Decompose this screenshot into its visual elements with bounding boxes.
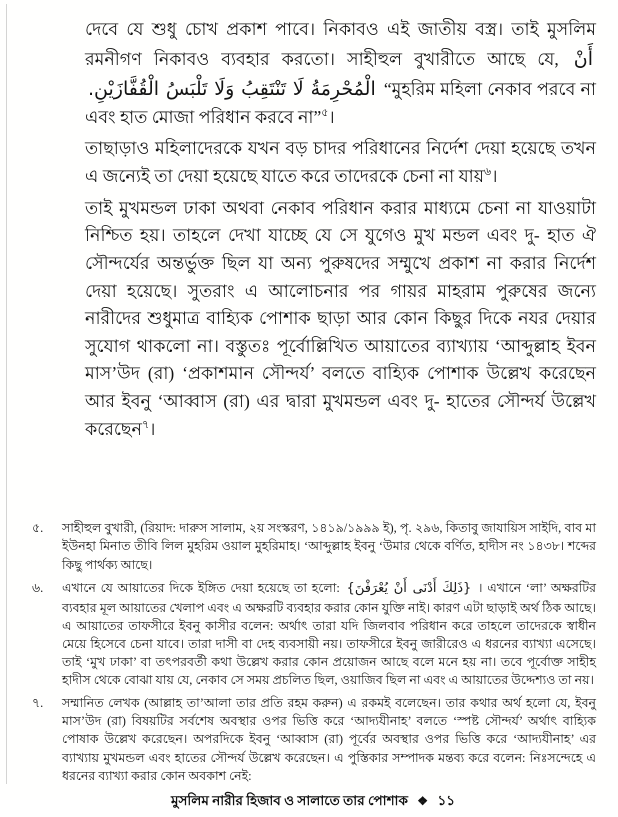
footnote-6-number: ৬. bbox=[32, 580, 44, 595]
footnote-ref-7: ৭ bbox=[141, 418, 150, 431]
arabic-hadith-quote: الْمُحْرِمَةُ لَا تَنْتَقِبُ وَلَا تَلْبَسُ الْقُفَّازَيْنِ. bbox=[88, 77, 376, 100]
footer-book-title: মুসলিম নারীর হিজাব ও সালাতে তার পোশাক bbox=[171, 792, 408, 808]
sentence-end-mark: । bbox=[328, 106, 335, 127]
footnote-7 bbox=[30, 694, 596, 785]
paragraph-1-text: দেবে যে শুধু চোখ প্রকাশ পাবে। নিকাবও এই জাতীয় বস্ত্র। তাই মুসলিম রমনীগণ নিকাবও ব্যবহার করতো। সাহীহুল বুখারীতে আছে যে, bbox=[85, 19, 596, 69]
footnote-6-text-lead: এখানে যে আয়াতের দিকে ইঙ্গিত দেয়া হয়েছে তা হলো: bbox=[62, 580, 340, 595]
body-text bbox=[85, 16, 596, 447]
footnote-ref-6: ৬ bbox=[484, 166, 492, 179]
footnote-7-number: ৭. bbox=[32, 696, 44, 711]
sentence-end-mark: । bbox=[491, 165, 498, 186]
footer-page-number: ১১ bbox=[437, 792, 455, 808]
paragraph-3 bbox=[85, 195, 596, 444]
footnote-6 bbox=[30, 579, 596, 689]
hadith-translation-text: “মুহরিম মহিলা নেকাব পরবে না এবং হাত মোজা পরিধান করবে না” bbox=[85, 78, 597, 127]
footnotes-section bbox=[30, 519, 596, 789]
arabic-quote-lead: أَنْ bbox=[573, 47, 594, 70]
page-footer bbox=[30, 790, 596, 817]
sentence-end-mark: । bbox=[149, 418, 156, 439]
paragraph-2 bbox=[85, 135, 596, 190]
paragraph-3-text: তাই মুখমন্ডল ঢাকা অথবা নেকাব পরিধান করার মাধ্যমে চেনা না যাওয়াটা নিশ্চিত হয়। তাহলে দেখা যাচ্ছে যে সে যুগেও মুখ মন্ডল এবং দু- হাত ঐ সৌন্দর্যের অন্তর্ভুক্ত ছিল যা অন্য পুরুষদের সম্মুখে প্রকাশ না করার নির্দেশ দেয়া হয়েছে। সুতরাং এ আলোচনার পর গায়র মাহরাম পুরুষের জন্যে নারীদের শুধুমাত্র বাহ্যিক পোশাক ছাড়া আর কোন কিছুর দিকে নযর দেয়ার সুযোগ থাকলো না। বস্তুতঃ পূর্বোল্লিখিত আয়াতের ব্যাখ্যায় ‘আব্দুল্লাহ ইবন মাস’উদ (রা) ‘প্রকাশমান সৌন্দর্য’ বলতে বাহ্যিক পোশাক উল্লেখ করেছেন আর ইবনু ‘আব্বাস (রা) এর দ্বারা মুখমন্ডল এবং দু- হাতের সৌন্দর্য উল্লেখ করেছেন bbox=[85, 197, 596, 439]
footnote-6-arabic-verse: {ذَلِكَ أَدْنَى أَنْ يُعْرَفْنَ} bbox=[346, 580, 472, 596]
footer-separator-icon: ❖ bbox=[417, 793, 429, 808]
footnote-ref-5: ৫ bbox=[321, 106, 329, 119]
paragraph-2-text: তাছাড়াও মহিলাদেরকে যখন বড় চাদর পরিধানের নির্দেশ দেয়া হয়েছে তখন এ জন্যেই তা দেয়া হয়েছে যাতে করে তাদেরকে চেনা না যায় bbox=[85, 138, 596, 186]
footnote-5-number: ৫. bbox=[32, 521, 44, 536]
footnote-7-text: সম্মানিত লেখক (আল্লাহ তা’আলা তার প্রতি রহম করুন) এ রকমই বলেছেন। তার কথার অর্থ হলো যে, ইবনু মাস’উদ (রা) বিষয়টির সর্বশেষ অবস্থার ওপর ভিত্তি করে ‘আদ্যযীনাহ’ বলতে ‘স্পষ্ট সৌন্দর্য’ অর্থাৎ বাহ্যিক পোষাক উল্লেখ করেছেন। অপরদিকে ইবনু ‘আব্বাস (রা) পূর্বের অবস্থার ওপর ভিত্তি করে ‘আদ্যযীনাহ’ এর ব্যাখ্যায় মুখমন্ডল এবং হাতের সৌন্দর্য উল্লেখ করেছেন। এ পুস্তিকার সম্পাদক মন্তব্য করে বলেন: নিঃসন্দেহে এ ধরনের ব্যাখ্যা করার কোন অবকাশ নেই: bbox=[62, 696, 596, 783]
footnote-6-text-rest: । এখানে ‘লা’ অক্ষরটির ব্যবহার মূল আয়াতের খেলাপ এবং এ অক্ষরটি ব্যবহার করার কোন যুক্তি নাই। কারণ এটা ছাড়াই অর্থ ঠিক আছে। এ আয়াতের তাফসীরে ইবনু কাসীর বলেন: অর্থাৎ তারা যদি জিলবাব পরিধান করে তাহলে তাদেরকে স্বাধীন মেয়ে হিসেবে চেনা যাবে। তারা দাসী বা দেহ ব্যবসায়ী নয়। তাফসীরে ইবনু জারীরেও এ ধরনের ব্যাখ্যা এসেছে। তাই ‘মুখ ঢাকা’ বা তৎপরবর্তী কথা উল্লেখ করার কোন প্রয়োজন আছে বলে মনে হয় না। তবে পূর্বোক্ত সাহীহ হাদীস থেকে বোঝা যায় যে, নেকাব সে সময় প্রচলিত ছিল, ওয়াজিব ছিল না এবং এ আয়াতের উদ্দেশ্যও তা নয়। bbox=[62, 580, 596, 688]
paragraph-1 bbox=[85, 16, 596, 131]
footnote-5-text: সাহীহুল বুখারী, (রিয়াদ: দারুস সালাম, ২য় সংস্করণ, ১৪১৯/১৯৯৯ ই), পৃ. ২৯৬, কিতাবু জাযায়িস সাইদি, বাব মা ইউনহা মিনাত তীবি লিল মুহরিম ওয়াল মুহরিমাহ। ‘আব্দুল্লাহ ইবনু ‘উমার থেকে বর্ণিত, হাদীস নং ১৪৩৮। শব্দের কিছু পার্থক্য আছে। bbox=[62, 521, 596, 572]
footnote-6-text bbox=[62, 579, 596, 689]
footnote-5 bbox=[30, 519, 596, 573]
scan-artifact-line bbox=[6, 4, 7, 784]
